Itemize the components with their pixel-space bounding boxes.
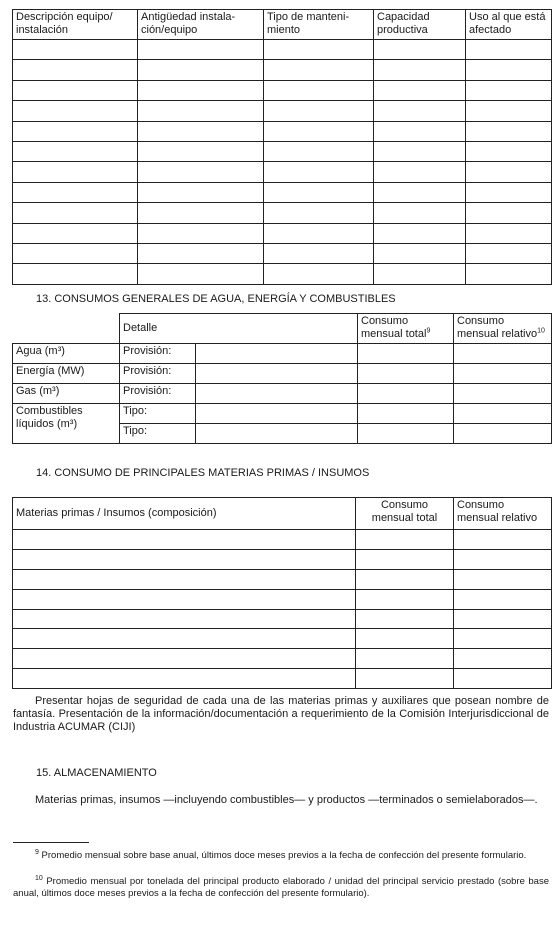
relativo-energia[interactable] <box>454 364 552 384</box>
input-combustibles-1[interactable] <box>196 404 358 424</box>
equipment-row <box>13 141 552 161</box>
equipment-cell[interactable] <box>466 121 552 141</box>
materials-row <box>13 669 552 689</box>
footnote-9 <box>13 850 549 862</box>
materials-cell[interactable] <box>454 669 552 689</box>
row-gas <box>13 384 552 404</box>
materials-cell[interactable] <box>13 609 356 629</box>
equipment-cell[interactable] <box>138 40 264 60</box>
materials-cell[interactable] <box>13 589 356 609</box>
equipment-cell[interactable] <box>264 80 374 100</box>
equipment-cell[interactable] <box>264 141 374 161</box>
note-paragraph-text: Presentar hojas de seguridad de cada una de las materias primas y auxiliares que posean nombre de fantasía. Presentación de la información/documentación a requerimiento de la Comisión Interjurisdiccional de Industria ACUMAR (CIJI) <box>13 695 549 733</box>
equipment-cell[interactable] <box>466 223 552 243</box>
materials-row <box>13 549 552 569</box>
total-energia[interactable] <box>358 364 454 384</box>
consumption-header-row <box>13 314 552 344</box>
detail-agua: Provisión: <box>120 344 196 364</box>
equipment-cell[interactable] <box>138 162 264 182</box>
equipment-cell[interactable] <box>374 264 466 284</box>
header-antiguedad: Antigüedad instala-ción/equipo <box>138 10 264 40</box>
equipment-row <box>13 223 552 243</box>
equipment-row <box>13 203 552 223</box>
equipment-cell[interactable] <box>13 182 138 202</box>
materials-row <box>13 530 552 550</box>
materials-row <box>13 649 552 669</box>
relativo-combustibles-2[interactable] <box>454 424 552 444</box>
label-agua: Agua (m³) <box>13 344 120 364</box>
footnote-10-ref: 10 <box>35 874 43 882</box>
equipment-cell[interactable] <box>264 40 374 60</box>
equipment-cell[interactable] <box>138 60 264 80</box>
relativo-agua[interactable] <box>454 344 552 364</box>
corner-cell <box>13 314 120 344</box>
equipment-cell[interactable] <box>13 264 138 284</box>
label-gas: Gas (m³) <box>13 384 120 404</box>
equipment-row <box>13 182 552 202</box>
equipment-table <box>12 9 552 285</box>
equipment-cell[interactable] <box>466 40 552 60</box>
materials-cell[interactable] <box>13 669 356 689</box>
header-materias-total: Consumo mensual total <box>356 498 454 530</box>
header-descripcion: Descripción equipo/ instalación <box>13 10 138 40</box>
equipment-cell[interactable] <box>13 141 138 161</box>
materials-cell[interactable] <box>13 530 356 550</box>
materials-cell[interactable] <box>454 649 552 669</box>
equipment-cell[interactable] <box>13 162 138 182</box>
materials-row <box>13 609 552 629</box>
materials-cell[interactable] <box>13 649 356 669</box>
equipment-cell[interactable] <box>264 121 374 141</box>
consumption-table <box>12 313 552 444</box>
materials-row <box>13 629 552 649</box>
equipment-row <box>13 60 552 80</box>
row-combustibles <box>13 404 552 424</box>
total-gas[interactable] <box>358 384 454 404</box>
header-detalle: Detalle <box>120 314 358 344</box>
equipment-cell[interactable] <box>466 162 552 182</box>
input-energia[interactable] <box>196 364 358 384</box>
equipment-cell[interactable] <box>13 223 138 243</box>
equipment-cell[interactable] <box>374 182 466 202</box>
equipment-cell[interactable] <box>138 203 264 223</box>
materials-cell[interactable] <box>356 549 454 569</box>
total-combustibles-1[interactable] <box>358 404 454 424</box>
equipment-cell[interactable] <box>374 223 466 243</box>
footnote-ref-9: 9 <box>426 326 431 334</box>
footnote-separator <box>13 842 89 843</box>
equipment-cell[interactable] <box>264 162 374 182</box>
equipment-cell[interactable] <box>138 264 264 284</box>
materials-cell[interactable] <box>454 569 552 589</box>
input-combustibles-2[interactable] <box>196 424 358 444</box>
equipment-cell[interactable] <box>264 60 374 80</box>
footnote-9-ref: 9 <box>35 848 39 856</box>
equipment-header-row <box>13 10 552 40</box>
materials-cell[interactable] <box>454 530 552 550</box>
materials-cell[interactable] <box>454 609 552 629</box>
equipment-row <box>13 162 552 182</box>
equipment-cell[interactable] <box>138 243 264 263</box>
equipment-cell[interactable] <box>264 243 374 263</box>
materials-row <box>13 589 552 609</box>
equipment-cell[interactable] <box>264 203 374 223</box>
row-energia <box>13 364 552 384</box>
footnote-10-text: Promedio mensual por tonelada del principal producto elaborado / unidad del principal servicio prestado (sobre base anual, últimos doce meses previos a la fecha de confección del presente formulario). <box>13 876 549 899</box>
equipment-row <box>13 121 552 141</box>
equipment-cell[interactable] <box>374 80 466 100</box>
equipment-row <box>13 264 552 284</box>
equipment-cell[interactable] <box>466 80 552 100</box>
equipment-cell[interactable] <box>466 60 552 80</box>
equipment-cell[interactable] <box>374 203 466 223</box>
equipment-row <box>13 243 552 263</box>
equipment-cell[interactable] <box>466 182 552 202</box>
materials-cell[interactable] <box>356 569 454 589</box>
section13-title: 13. CONSUMOS GENERALES DE AGUA, ENERGÍA Y COMBUSTIBLES <box>36 293 396 305</box>
equipment-cell[interactable] <box>466 101 552 121</box>
total-combustibles-2[interactable] <box>358 424 454 444</box>
header-uso: Uso al que está afectado <box>466 10 552 40</box>
equipment-row <box>13 101 552 121</box>
materials-cell[interactable] <box>356 649 454 669</box>
equipment-cell[interactable] <box>13 243 138 263</box>
equipment-cell[interactable] <box>374 101 466 121</box>
detail-gas: Provisión: <box>120 384 196 404</box>
materials-cell[interactable] <box>13 569 356 589</box>
materials-cell[interactable] <box>356 629 454 649</box>
total-agua[interactable] <box>358 344 454 364</box>
input-gas[interactable] <box>196 384 358 404</box>
equipment-cell[interactable] <box>13 101 138 121</box>
equipment-cell[interactable] <box>138 80 264 100</box>
equipment-cell[interactable] <box>374 40 466 60</box>
equipment-cell[interactable] <box>466 243 552 263</box>
equipment-cell[interactable] <box>374 121 466 141</box>
materials-cell[interactable] <box>356 589 454 609</box>
materials-cell[interactable] <box>13 549 356 569</box>
note-paragraph <box>13 695 549 734</box>
equipment-cell[interactable] <box>138 141 264 161</box>
materials-cell[interactable] <box>454 549 552 569</box>
materials-cell[interactable] <box>356 530 454 550</box>
equipment-cell[interactable] <box>138 121 264 141</box>
relativo-combustibles-1[interactable] <box>454 404 552 424</box>
header-consumo-total <box>358 314 454 344</box>
materials-cell[interactable] <box>454 629 552 649</box>
section15-text-content: Materias primas, insumos —incluyendo combustibles— y productos —terminados o semielaborados—. <box>35 794 538 806</box>
equipment-cell[interactable] <box>13 121 138 141</box>
section15-title: 15. ALMACENAMIENTO <box>36 767 157 779</box>
relativo-gas[interactable] <box>454 384 552 404</box>
footnote-10 <box>13 876 549 900</box>
equipment-cell[interactable] <box>466 203 552 223</box>
equipment-cell[interactable] <box>13 40 138 60</box>
equipment-cell[interactable] <box>264 264 374 284</box>
header-consumo-total-text: Consumo mensual total <box>361 315 427 340</box>
equipment-row <box>13 40 552 60</box>
equipment-cell[interactable] <box>264 223 374 243</box>
equipment-cell[interactable] <box>13 80 138 100</box>
section15-text <box>13 794 549 807</box>
detail-combustibles-2: Tipo: <box>120 424 196 444</box>
header-capacidad: Capacidad productiva <box>374 10 466 40</box>
materials-header-row <box>13 498 552 530</box>
equipment-cell[interactable] <box>264 101 374 121</box>
equipment-cell[interactable] <box>374 162 466 182</box>
materials-cell[interactable] <box>356 609 454 629</box>
equipment-cell[interactable] <box>374 243 466 263</box>
row-agua <box>13 344 552 364</box>
detail-energia: Provisión: <box>120 364 196 384</box>
materials-cell[interactable] <box>454 589 552 609</box>
header-tipo-mantenimiento: Tipo de manteni-miento <box>264 10 374 40</box>
footnote-ref-10: 10 <box>537 326 545 334</box>
equipment-cell[interactable] <box>466 141 552 161</box>
equipment-cell[interactable] <box>264 182 374 202</box>
label-energia: Energía (MW) <box>13 364 120 384</box>
header-consumo-relativo <box>454 314 552 344</box>
input-agua[interactable] <box>196 344 358 364</box>
detail-combustibles-1: Tipo: <box>120 404 196 424</box>
equipment-cell[interactable] <box>374 60 466 80</box>
equipment-row <box>13 80 552 100</box>
section14-title: 14. CONSUMO DE PRINCIPALES MATERIAS PRIMAS / INSUMOS <box>36 467 370 479</box>
equipment-cell[interactable] <box>13 203 138 223</box>
materials-cell[interactable] <box>13 629 356 649</box>
equipment-cell[interactable] <box>138 182 264 202</box>
materials-cell[interactable] <box>356 669 454 689</box>
equipment-cell[interactable] <box>138 223 264 243</box>
label-combustibles: Combustibles líquidos (m³) <box>13 404 120 444</box>
header-consumo-relativo-text: Consumo mensual relativo <box>457 315 538 340</box>
header-materias-relativo: Consumo mensual relativo <box>454 498 552 530</box>
equipment-cell[interactable] <box>374 141 466 161</box>
equipment-cell[interactable] <box>466 264 552 284</box>
materials-table <box>12 497 552 689</box>
materials-row <box>13 569 552 589</box>
equipment-cell[interactable] <box>138 101 264 121</box>
equipment-cell[interactable] <box>13 60 138 80</box>
header-materias: Materias primas / Insumos (composición) <box>13 498 356 530</box>
footnote-9-text: Promedio mensual sobre base anual, últimos doce meses previos a la fecha de confección del presente formulario. <box>41 850 527 861</box>
